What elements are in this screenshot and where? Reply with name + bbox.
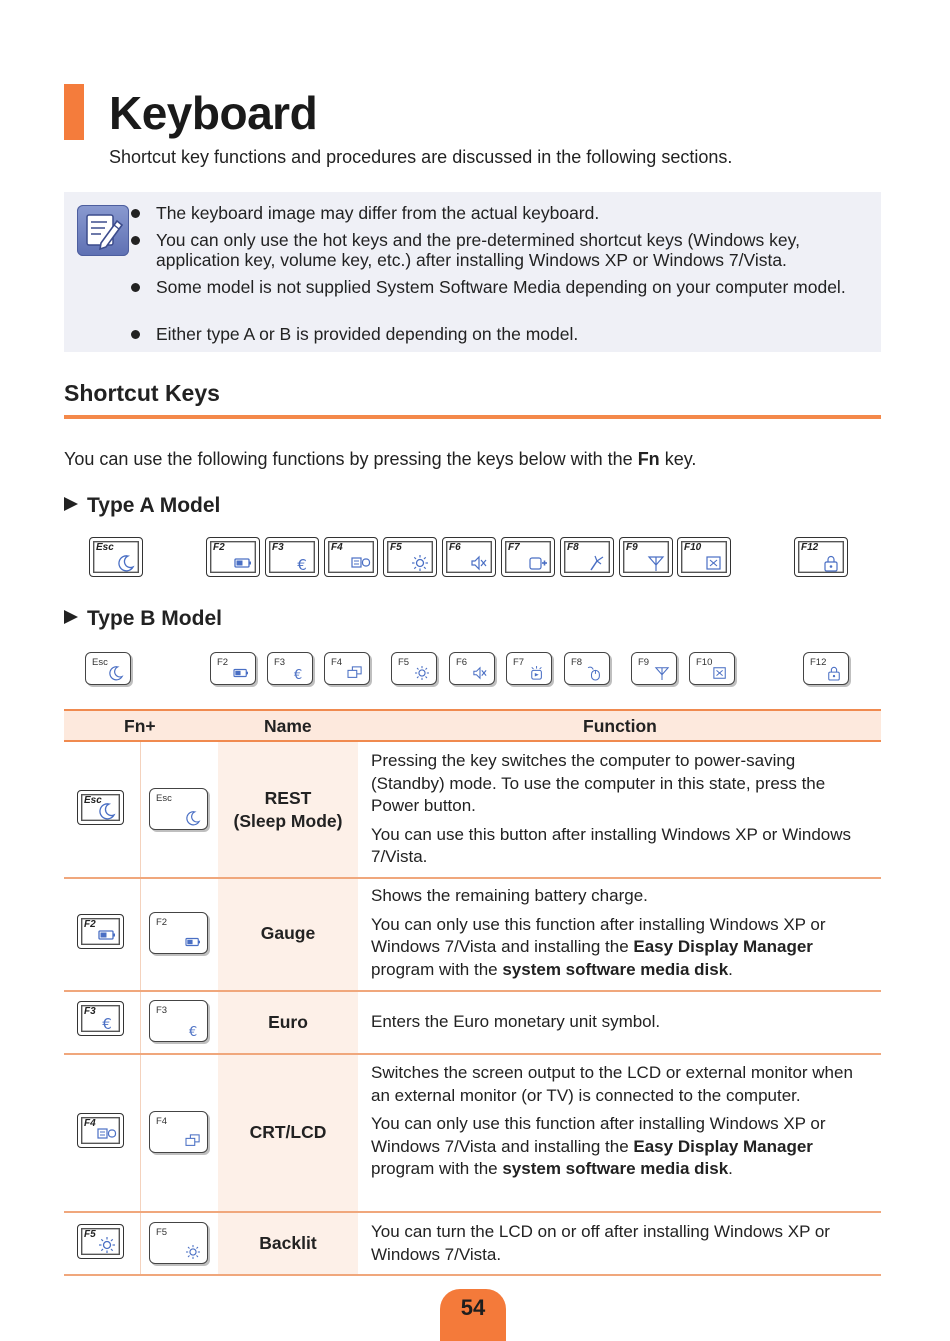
- key-label: F2: [156, 917, 168, 928]
- key-label: Esc: [156, 793, 172, 804]
- key-f3: [77, 1001, 124, 1036]
- row-function-gauge: [371, 885, 871, 987]
- function-text: You can only use this function after installing Windows XP or Windows 7/Vista and installing the Easy Display Manager program with the system software media disk.: [371, 1114, 826, 1178]
- key-label: F7: [508, 542, 520, 553]
- key-label: Esc: [92, 657, 108, 668]
- function-text: You can only use this function after installing Windows XP or Windows 7/Vista and installing the Easy Display Manager program with the system software media disk.: [371, 914, 826, 979]
- page-number: 54: [460, 1295, 486, 1320]
- monitor-lcd-icon: [352, 555, 370, 571]
- intro-text-end: key.: [659, 449, 697, 469]
- section-intro: [64, 449, 696, 470]
- key-f10: [689, 652, 735, 685]
- key-label: F9: [638, 657, 650, 668]
- note-item: Some model is not supplied System Software Media depending on your computer model.: [156, 277, 856, 297]
- pencil-note-icon: [77, 205, 129, 256]
- page-title: Keyboard: [109, 87, 318, 139]
- wireless-icon: [588, 555, 606, 571]
- note-item: The keyboard image may differ from the actual keyboard.: [156, 203, 856, 223]
- key-f7: [506, 652, 552, 685]
- page-subtitle: Shortcut key functions and procedures are discussed in the following sections.: [109, 147, 733, 167]
- key-label: F6: [449, 542, 461, 553]
- key-label: F5: [398, 657, 410, 668]
- euro-icon: [98, 1014, 116, 1033]
- row-name-gauge: Gauge: [260, 923, 316, 943]
- monitor-lcd-icon: [98, 1126, 116, 1142]
- key-label: F2: [84, 919, 96, 930]
- row-name-crt-lcd: CRT/LCD: [249, 1122, 327, 1142]
- section-title: Shortcut Keys: [64, 380, 220, 406]
- key-f8: [564, 652, 610, 685]
- key-f7: [501, 537, 555, 577]
- key-f6: [442, 537, 496, 577]
- key-label: F10: [696, 657, 713, 668]
- svg-text:€: €: [293, 668, 303, 684]
- table-header: [64, 709, 881, 742]
- note-item: Either type A or B is provided depending on the model.: [156, 324, 856, 344]
- key-f8: [560, 537, 614, 577]
- key-label: F3: [84, 1006, 96, 1017]
- euro-icon: [185, 1023, 201, 1041]
- key-f10: [677, 537, 731, 577]
- note-item: You can only use the hot keys and the pre-determined shortcut keys (Windows key, application key, volume key, etc.) after installing Windows XP or Windows 7/Vista.: [156, 230, 856, 270]
- key-f5: [149, 1222, 208, 1264]
- function-text: Shows the remaining battery charge.: [371, 886, 648, 905]
- key-label: F3: [274, 657, 286, 668]
- key-label: F4: [331, 542, 343, 553]
- key-label: F4: [156, 1116, 168, 1127]
- mouse-icon: [587, 666, 603, 680]
- key-f6: [449, 652, 495, 685]
- type-b-title-text: Type B Model: [87, 607, 222, 630]
- row-function-crt-lcd: [371, 1062, 871, 1187]
- battery-icon: [233, 666, 249, 680]
- mute-icon: [470, 555, 488, 571]
- key-label: F3: [272, 542, 284, 553]
- svg-text:€: €: [102, 1015, 112, 1033]
- header-fn: Fn+: [124, 716, 156, 736]
- type-b-title: [64, 607, 222, 631]
- key-f9: [619, 537, 673, 577]
- dual-monitor-icon: [347, 666, 363, 680]
- row-divider: [64, 1053, 881, 1055]
- title-accent-bar: [64, 84, 84, 140]
- key-f2: [149, 912, 208, 954]
- key-f5: [77, 1224, 124, 1259]
- key-f12: [794, 537, 848, 577]
- key-f3: [265, 537, 319, 577]
- function-text: You can use this button after installing Windows XP or Windows 7/Vista.: [371, 824, 852, 866]
- key-label: F2: [213, 542, 225, 553]
- key-f2: [206, 537, 260, 577]
- key-label: F4: [84, 1118, 96, 1129]
- brightness-icon: [185, 1245, 201, 1259]
- moon-icon: [117, 555, 135, 571]
- header-function: Function: [583, 716, 657, 736]
- row-divider: [64, 877, 881, 879]
- key-label: F7: [513, 657, 525, 668]
- row-function-euro: [371, 1011, 871, 1040]
- intro-text: You can use the following functions by pressing the keys below with the: [64, 449, 638, 469]
- row-divider: [64, 990, 881, 992]
- key-esc: [85, 652, 131, 685]
- function-text: Pressing the key switches the computer to power-saving (Standby) mode. To use the computer in this state, press the Power button.: [371, 751, 826, 815]
- row-divider: [64, 1274, 881, 1276]
- row-name-rest: REST (Sleep Mode): [233, 788, 343, 831]
- key-label: F12: [810, 657, 827, 668]
- key-label: F10: [684, 542, 702, 553]
- key-label: F3: [156, 1005, 168, 1016]
- arrow-right-icon: [64, 610, 78, 624]
- moon-icon: [108, 666, 124, 680]
- brightness-icon: [98, 1237, 116, 1253]
- mute-icon: [472, 666, 488, 680]
- battery-icon: [98, 927, 116, 943]
- key-esc: [77, 790, 124, 825]
- battery-icon: [234, 555, 252, 571]
- battery-icon: [185, 935, 201, 949]
- moon-icon: [98, 803, 116, 819]
- key-f2: [77, 914, 124, 949]
- function-text: You can turn the LCD on or off after installing Windows XP or Windows 7/Vista.: [371, 1222, 830, 1264]
- key-label: F5: [156, 1227, 168, 1238]
- key-label: F8: [567, 542, 579, 553]
- header-name: Name: [264, 716, 312, 736]
- media-icon: [529, 666, 545, 680]
- key-f3: [149, 1000, 208, 1042]
- brightness-icon: [411, 555, 429, 571]
- key-f4: [324, 537, 378, 577]
- moon-icon: [185, 811, 201, 825]
- key-esc: [149, 788, 208, 830]
- key-label: F2: [217, 657, 229, 668]
- column-divider: [140, 742, 141, 1275]
- row-divider: [64, 1211, 881, 1213]
- key-f12: [803, 652, 849, 685]
- row-name-backlit: Backlit: [259, 1233, 317, 1253]
- key-label: F6: [456, 657, 468, 668]
- fn-key-text: Fn: [637, 449, 660, 469]
- key-f2: [210, 652, 256, 685]
- key-label: F5: [390, 542, 402, 553]
- key-f9: [631, 652, 677, 685]
- note-box: [64, 192, 881, 352]
- key-label: Esc: [96, 542, 114, 553]
- key-label: F9: [626, 542, 638, 553]
- function-text: Switches the screen output to the LCD or external monitor when an external monitor (or TV) is connected to the computer.: [371, 1063, 853, 1105]
- svg-text:€: €: [188, 1025, 198, 1041]
- euro-icon: [290, 666, 306, 684]
- antenna-icon: [647, 555, 665, 571]
- key-esc: [89, 537, 143, 577]
- euro-icon: [293, 555, 311, 574]
- arrow-right-icon: [64, 497, 78, 511]
- touchpad-icon: [529, 555, 547, 571]
- key-label: Esc: [84, 795, 102, 806]
- row-function-rest: [371, 750, 871, 875]
- row-function-backlit: [371, 1221, 871, 1272]
- function-text: Enters the Euro monetary unit symbol.: [371, 1012, 661, 1031]
- key-f4: [149, 1111, 208, 1153]
- brightness-icon: [414, 666, 430, 680]
- row-name-euro: Euro: [268, 1012, 308, 1032]
- touchpad-lock-icon: [712, 666, 728, 680]
- touchpad-lock-icon: [705, 555, 723, 571]
- key-label: F5: [84, 1229, 96, 1240]
- section-divider: [64, 415, 881, 419]
- dual-monitor-icon: [185, 1134, 201, 1148]
- svg-text:€: €: [297, 556, 307, 574]
- key-label: F4: [331, 657, 343, 668]
- type-a-title: [64, 494, 220, 518]
- type-a-title-text: Type A Model: [87, 494, 221, 517]
- key-label: F12: [801, 542, 819, 553]
- lock-icon: [822, 555, 840, 571]
- antenna-icon: [654, 666, 670, 680]
- key-f5: [383, 537, 437, 577]
- lock-icon: [826, 666, 842, 680]
- key-f4: [77, 1113, 124, 1148]
- key-f5: [391, 652, 437, 685]
- key-f3: [267, 652, 313, 685]
- key-f4: [324, 652, 370, 685]
- key-label: F8: [571, 657, 583, 668]
